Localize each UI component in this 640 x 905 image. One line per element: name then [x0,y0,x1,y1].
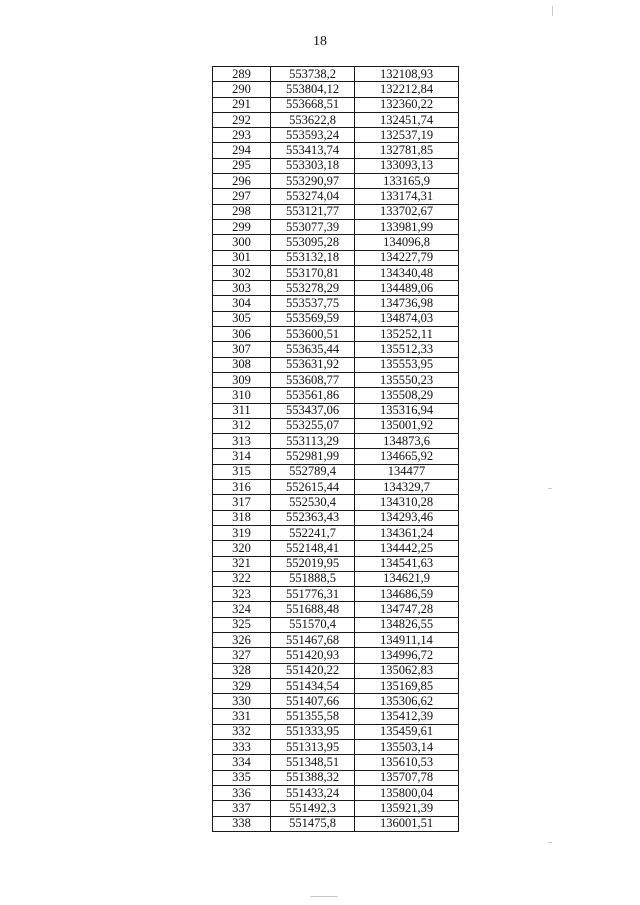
table-row [213,571,459,586]
y-coordinate-cell: 132537,19 [355,128,459,143]
x-coordinate-cell: 553274,04 [271,189,355,204]
y-coordinate-cell: 135306,62 [355,694,459,709]
point-number-cell: 323 [213,587,271,602]
table-row [213,281,459,296]
y-coordinate-cell: 135553,95 [355,357,459,372]
y-coordinate-cell: 135412,39 [355,709,459,724]
y-coordinate-cell: 133981,99 [355,219,459,234]
y-coordinate-cell: 134665,92 [355,449,459,464]
x-coordinate-cell: 552148,41 [271,541,355,556]
point-number-cell: 321 [213,556,271,571]
x-coordinate-cell: 553413,74 [271,143,355,158]
point-number-cell: 316 [213,480,271,495]
table-row [213,510,459,525]
x-coordinate-cell: 553622,8 [271,112,355,127]
coordinates-table-body [213,67,459,832]
point-number-cell: 301 [213,250,271,265]
point-number-cell: 327 [213,648,271,663]
x-coordinate-cell: 552363,43 [271,510,355,525]
x-coordinate-cell: 551348,51 [271,755,355,770]
point-number-cell: 334 [213,755,271,770]
table-row [213,97,459,112]
point-number-cell: 294 [213,143,271,158]
y-coordinate-cell: 134489,06 [355,281,459,296]
x-coordinate-cell: 553278,29 [271,281,355,296]
point-number-cell: 319 [213,525,271,540]
x-coordinate-cell: 553804,12 [271,82,355,97]
x-coordinate-cell: 552530,4 [271,495,355,510]
y-coordinate-cell: 135610,53 [355,755,459,770]
y-coordinate-cell: 133165,9 [355,174,459,189]
table-row [213,143,459,158]
table-row [213,403,459,418]
x-coordinate-cell: 551420,93 [271,648,355,663]
point-number-cell: 333 [213,740,271,755]
point-number-cell: 296 [213,174,271,189]
table-row [213,174,459,189]
point-number-cell: 310 [213,388,271,403]
point-number-cell: 315 [213,464,271,479]
x-coordinate-cell: 553668,51 [271,97,355,112]
table-row [213,556,459,571]
y-coordinate-cell: 134442,25 [355,541,459,556]
point-number-cell: 300 [213,235,271,250]
point-number-cell: 312 [213,418,271,433]
y-coordinate-cell: 135062,83 [355,663,459,678]
point-number-cell: 332 [213,724,271,739]
table-row [213,449,459,464]
y-coordinate-cell: 134874,03 [355,311,459,326]
x-coordinate-cell: 553561,86 [271,388,355,403]
table-row [213,663,459,678]
x-coordinate-cell: 551388,32 [271,770,355,785]
y-coordinate-cell: 134826,55 [355,617,459,632]
table-row [213,296,459,311]
table-row [213,67,459,82]
y-coordinate-cell: 134541,63 [355,556,459,571]
y-coordinate-cell: 132212,84 [355,82,459,97]
point-number-cell: 324 [213,602,271,617]
y-coordinate-cell: 134996,72 [355,648,459,663]
table-row [213,602,459,617]
x-coordinate-cell: 553537,75 [271,296,355,311]
table-row [213,694,459,709]
table-row [213,434,459,449]
y-coordinate-cell: 135459,61 [355,724,459,739]
table-row [213,785,459,800]
x-coordinate-cell: 553303,18 [271,158,355,173]
point-number-cell: 337 [213,801,271,816]
y-coordinate-cell: 134621,9 [355,571,459,586]
point-number-cell: 302 [213,265,271,280]
y-coordinate-cell: 132781,85 [355,143,459,158]
table-row [213,464,459,479]
x-coordinate-cell: 551688,48 [271,602,355,617]
table-row [213,770,459,785]
x-coordinate-cell: 553569,59 [271,311,355,326]
table-row [213,740,459,755]
y-coordinate-cell: 134686,59 [355,587,459,602]
x-coordinate-cell: 551475,8 [271,816,355,831]
y-coordinate-cell: 135800,04 [355,785,459,800]
y-coordinate-cell: 133702,67 [355,204,459,219]
table-row [213,388,459,403]
table-row [213,755,459,770]
point-number-cell: 292 [213,112,271,127]
x-coordinate-cell: 551355,58 [271,709,355,724]
point-number-cell: 295 [213,158,271,173]
table-row [213,311,459,326]
x-coordinate-cell: 551313,95 [271,740,355,755]
table-row [213,648,459,663]
x-coordinate-cell: 553132,18 [271,250,355,265]
x-coordinate-cell: 553600,51 [271,327,355,342]
point-number-cell: 290 [213,82,271,97]
y-coordinate-cell: 134873,6 [355,434,459,449]
x-coordinate-cell: 551407,66 [271,694,355,709]
point-number-cell: 318 [213,510,271,525]
y-coordinate-cell: 134293,46 [355,510,459,525]
table-row [213,189,459,204]
y-coordinate-cell: 134329,7 [355,480,459,495]
x-coordinate-cell: 551492,3 [271,801,355,816]
point-number-cell: 303 [213,281,271,296]
point-number-cell: 322 [213,571,271,586]
scan-mark [552,6,553,16]
x-coordinate-cell: 553635,44 [271,342,355,357]
point-number-cell: 297 [213,189,271,204]
point-number-cell: 328 [213,663,271,678]
table-row [213,250,459,265]
x-coordinate-cell: 551333,95 [271,724,355,739]
table-row [213,632,459,647]
x-coordinate-cell: 553095,28 [271,235,355,250]
x-coordinate-cell: 553593,24 [271,128,355,143]
table-row [213,480,459,495]
table-row [213,327,459,342]
table-row [213,265,459,280]
table-row [213,418,459,433]
y-coordinate-cell: 132360,22 [355,97,459,112]
point-number-cell: 291 [213,97,271,112]
x-coordinate-cell: 552019,95 [271,556,355,571]
y-coordinate-cell: 132451,74 [355,112,459,127]
table-row [213,158,459,173]
point-number-cell: 317 [213,495,271,510]
y-coordinate-cell: 134477 [355,464,459,479]
y-coordinate-cell: 134310,28 [355,495,459,510]
scan-mark [310,896,338,897]
point-number-cell: 330 [213,694,271,709]
point-number-cell: 309 [213,372,271,387]
table-row [213,82,459,97]
y-coordinate-cell: 135316,94 [355,403,459,418]
point-number-cell: 338 [213,816,271,831]
x-coordinate-cell: 552241,7 [271,525,355,540]
y-coordinate-cell: 133093,13 [355,158,459,173]
y-coordinate-cell: 135169,85 [355,678,459,693]
point-number-cell: 326 [213,632,271,647]
x-coordinate-cell: 551433,24 [271,785,355,800]
y-coordinate-cell: 135921,39 [355,801,459,816]
x-coordinate-cell: 551570,4 [271,617,355,632]
point-number-cell: 293 [213,128,271,143]
point-number-cell: 325 [213,617,271,632]
x-coordinate-cell: 553608,77 [271,372,355,387]
y-coordinate-cell: 134911,14 [355,632,459,647]
x-coordinate-cell: 553113,29 [271,434,355,449]
point-number-cell: 335 [213,770,271,785]
y-coordinate-cell: 133174,31 [355,189,459,204]
x-coordinate-cell: 552615,44 [271,480,355,495]
y-coordinate-cell: 132108,93 [355,67,459,82]
scan-mark [548,488,552,489]
x-coordinate-cell: 552981,99 [271,449,355,464]
x-coordinate-cell: 551888,5 [271,571,355,586]
table-row [213,112,459,127]
x-coordinate-cell: 551434,54 [271,678,355,693]
point-number-cell: 329 [213,678,271,693]
y-coordinate-cell: 135001,92 [355,418,459,433]
y-coordinate-cell: 135550,23 [355,372,459,387]
point-number-cell: 307 [213,342,271,357]
table-row [213,525,459,540]
table-row [213,495,459,510]
y-coordinate-cell: 134736,98 [355,296,459,311]
y-coordinate-cell: 134096,8 [355,235,459,250]
table-row [213,617,459,632]
table-row [213,709,459,724]
point-number-cell: 331 [213,709,271,724]
table-row [213,801,459,816]
x-coordinate-cell: 553437,06 [271,403,355,418]
point-number-cell: 308 [213,357,271,372]
x-coordinate-cell: 553077,39 [271,219,355,234]
table-row [213,357,459,372]
table-row [213,204,459,219]
y-coordinate-cell: 134227,79 [355,250,459,265]
y-coordinate-cell: 134747,28 [355,602,459,617]
x-coordinate-cell: 553631,92 [271,357,355,372]
y-coordinate-cell: 135503,14 [355,740,459,755]
y-coordinate-cell: 134340,48 [355,265,459,280]
table-row [213,587,459,602]
scan-mark [548,842,552,843]
table-row [213,678,459,693]
table-row [213,219,459,234]
table-row [213,372,459,387]
x-coordinate-cell: 553290,97 [271,174,355,189]
y-coordinate-cell: 135512,33 [355,342,459,357]
y-coordinate-cell: 136001,51 [355,816,459,831]
x-coordinate-cell: 553738,2 [271,67,355,82]
y-coordinate-cell: 135508,29 [355,388,459,403]
x-coordinate-cell: 551467,68 [271,632,355,647]
table-row [213,724,459,739]
point-number-cell: 306 [213,327,271,342]
point-number-cell: 314 [213,449,271,464]
x-coordinate-cell: 551776,31 [271,587,355,602]
x-coordinate-cell: 552789,4 [271,464,355,479]
point-number-cell: 311 [213,403,271,418]
x-coordinate-cell: 553121,77 [271,204,355,219]
table-row [213,235,459,250]
point-number-cell: 305 [213,311,271,326]
y-coordinate-cell: 135707,78 [355,770,459,785]
point-number-cell: 320 [213,541,271,556]
x-coordinate-cell: 551420,22 [271,663,355,678]
point-number-cell: 313 [213,434,271,449]
table-row [213,816,459,831]
point-number-cell: 336 [213,785,271,800]
table-row [213,541,459,556]
table-row [213,128,459,143]
y-coordinate-cell: 134361,24 [355,525,459,540]
point-number-cell: 299 [213,219,271,234]
point-number-cell: 304 [213,296,271,311]
point-number-cell: 298 [213,204,271,219]
x-coordinate-cell: 553255,07 [271,418,355,433]
point-number-cell: 289 [213,67,271,82]
table-row [213,342,459,357]
x-coordinate-cell: 553170,81 [271,265,355,280]
page-number: 18 [313,34,327,49]
coordinates-table [212,66,459,832]
y-coordinate-cell: 135252,11 [355,327,459,342]
